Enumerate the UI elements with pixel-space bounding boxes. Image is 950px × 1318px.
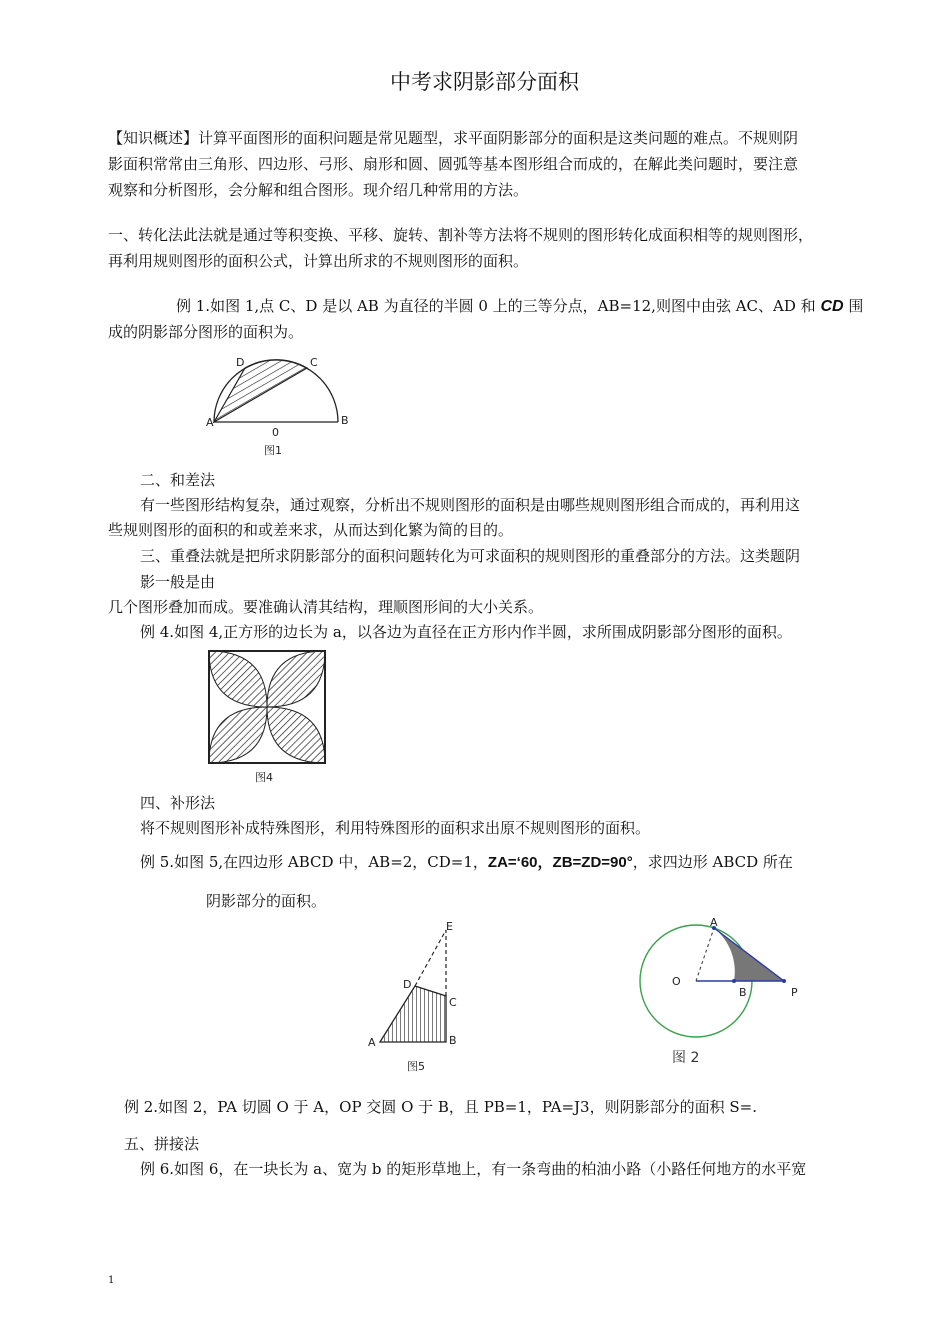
method3-line-3: 几个图形叠加而成。要准确认清其结构，理顺图形间的大小关系。 — [108, 598, 544, 616]
petal-top-left — [209, 651, 267, 707]
method5-line: 例 6.如图 6，在一块长为 a、宽为 b 的矩形草地上，有一条弯曲的柏油小路（小路任何地方的水平宽 — [140, 1160, 807, 1178]
example5-line-1 — [140, 852, 793, 873]
label-a: A — [368, 1036, 376, 1049]
label-c: C — [449, 996, 457, 1009]
radius-oa — [696, 928, 714, 981]
label-b: B — [739, 986, 747, 999]
figure-2-caption: 图 2 — [672, 1050, 700, 1066]
page-number: 1 — [108, 1275, 115, 1286]
label-a: A — [206, 416, 214, 429]
dashed-de — [415, 930, 446, 986]
example1-line-1 — [176, 296, 863, 317]
label-b: B — [449, 1034, 457, 1047]
example5-line-2: 阴影部分的面积。 — [206, 892, 327, 910]
quadrilateral-abcd — [380, 986, 446, 1042]
label-d: D — [403, 978, 412, 991]
intro-line-3: 观察和分析图形，会分解和组合图形。现介绍几种常用的方法。 — [108, 181, 529, 199]
point-b — [732, 979, 736, 983]
example1-line-2: 成的阴影部分图形的面积为。 — [108, 323, 304, 341]
shaded-region — [214, 360, 307, 422]
example5-text-a: 例 5.如图 5,在四边形 ABCD 中，AB=2，CD=1， — [140, 853, 488, 871]
method1-line-1: 一、转化法此法就是通过等积变换、平移、旋转、割补等方法将不规则的图形转化成面积相等的规则图形， — [108, 226, 814, 244]
method1-line-2: 再利用规则图形的面积公式，计算出所求的不规则图形的面积。 — [108, 252, 529, 270]
example5-text-c: ，求四边形 ABCD 所在 — [632, 853, 793, 871]
example1-text-a: 例 1.如图 1,点 C、D 是以 AB 为直径的半圆 0 上的三等分点，AB=12,则图中由弦 AC、AD 和 — [176, 297, 816, 315]
method3-line-2: 影一般是由 — [140, 573, 216, 591]
example1-text-b: 围 — [848, 297, 864, 315]
example5-angles: ZA=‘60，ZB=ZD=90° — [487, 854, 633, 871]
example1-cd: CD — [820, 298, 844, 315]
method3-line-1: 三、重叠法就是把所求阴影部分的面积问题转化为可求面积的规则图形的重叠部分的方法。这类题阴 — [140, 547, 801, 565]
petal-bottom-left — [209, 707, 267, 763]
petal-bottom-right — [267, 707, 325, 763]
intro-line-2: 影面积常常由三角形、四边形、弓形、扇形和圆、圆弧等基本图形组合而成的，在解此类问题时，要注意 — [108, 155, 799, 173]
label-e: E — [446, 920, 453, 933]
figure-1-caption: 图1 — [264, 444, 282, 457]
example4-line: 例 4.如图 4,正方形的边长为 a，以各边为直径在正方形内作半圆，求所围成阴影部分图形的面积。 — [140, 623, 792, 641]
label-o: 0 — [272, 426, 279, 439]
figure-4 — [205, 648, 330, 786]
method4-heading: 四、补形法 — [140, 794, 216, 812]
figure-5 — [360, 918, 470, 1078]
method5-heading: 五、拼接法 — [124, 1135, 200, 1153]
intro-line-1: 【知识概述】计算平面图形的面积问题是常见题型，求平面阴影部分的面积是这类问题的难点。不规则阴 — [108, 129, 799, 147]
method2-line-2: 些规则图形的面积的和或差来求，从而达到化繁为简的目的。 — [108, 521, 514, 539]
figure-1 — [200, 352, 360, 458]
label-o: O — [672, 975, 681, 988]
figure-4-caption: 图4 — [255, 771, 273, 784]
label-a: A — [710, 918, 718, 929]
label-d: D — [236, 356, 245, 369]
method2-heading: 二、和差法 — [140, 471, 216, 489]
page-title: 中考求阴影部分面积 — [390, 70, 579, 94]
petal-top-right — [267, 651, 325, 707]
method4-line: 将不规则图形补成特殊图形，利用特殊图形的面积求出原不规则图形的面积。 — [140, 819, 651, 837]
figure-2 — [630, 918, 810, 1068]
label-b: B — [341, 414, 349, 427]
figure-5-caption: 图5 — [407, 1060, 425, 1073]
method2-line-1: 有一些图形结构复杂，通过观察，分析出不规则图形的面积是由哪些规则图形组合而成的，再利用这 — [140, 496, 801, 514]
label-c: C — [310, 356, 318, 369]
point-p — [782, 979, 786, 983]
label-p: P — [791, 986, 798, 999]
example2-line: 例 2.如图 2，PA 切圆 O 于 A，OP 交圆 O 于 B，且 PB=1，PA=J3，则阴影部分的面积 S=. — [124, 1098, 757, 1116]
